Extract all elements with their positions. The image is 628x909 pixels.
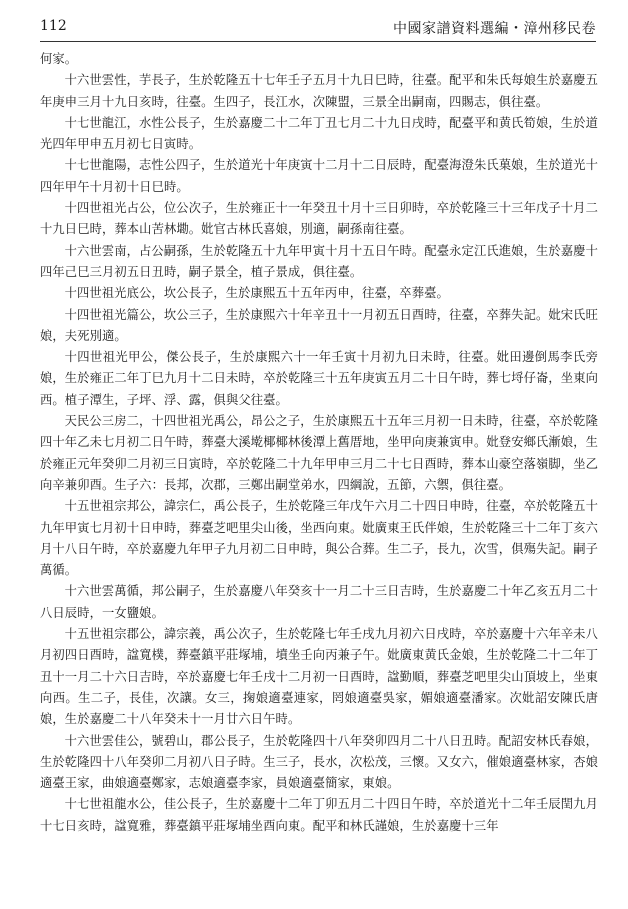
paragraph: 十六世雲南，占公嗣孫，生於乾隆五十九年甲寅十月十五日午時。配臺永定江氏進娘，生於嘉慶十四年己巳三月初五日丑時，嗣子景全，植子景成，俱往臺。 [40, 243, 598, 279]
paragraph: 天民公三房二，十四世祖光禹公，昂公之子，生於康熙五十五年三月初一日未時，往臺，卒於乾隆四十年乙未七月初二日午時，葬臺大溪墘椰椰林後潭上舊厝地，坐甲向庚兼寅申。妣登安鄉氏漸娘，生於雍正元年癸卯二月初三日寅時，卒於乾隆二十九年甲申三月二十七日酉時，葬本山豪空落嶺脚，坐乙向辛兼卯酉。生子六：長邦，次郡，三鄭出嗣堂弟水，四綱說，五節，六禦，俱往臺。 [40, 414, 598, 492]
page-header [40, 14, 596, 40]
paragraph: 十五世祖宗郡公，諱宗義，禹公次子，生於乾隆七年壬戌九月初六日戌時，卒於嘉慶十六年辛未八月初四日酉時，諡寬樸，葬臺鎮平莊塚埔，墳坐壬向丙兼子午。妣廣東黄氏金娘，生於乾隆二十二年丁丑十一月二十六日吉時，卒於嘉慶七年壬戌十二月初一日酉時，諡勤順，葬臺芝吧里尖山頂坡上，坐東向西。生二子，長佳，次讓。女三，掬娘適臺連家，罔娘適臺吳家，媚娘適臺潘家。次妣詔安陳氏唐娘，生於嘉慶二十八年癸未十一月廿六日午時。 [40, 627, 598, 727]
paragraph: 十六世雲性，芋長子，生於乾隆五十七年壬子五月十九日巳時，往臺。配平和朱氏每娘生於嘉慶五年庚申三月十九日亥時，往臺。生四子，長江水，次陳盟，三景全出嗣南，四賜志，俱往臺。 [40, 73, 598, 109]
page-body [40, 49, 598, 901]
paragraph: 十四世祖光底公，坎公長子，生於康熙五十五年丙申，往臺，卒葬臺。 [64, 286, 449, 301]
paragraph: 十七世龍陽，志性公四子，生於道光十年庚寅十二月十二日辰時，配臺海澄朱氏菓娘，生於道光十四年甲午十月初十日巳時。 [40, 158, 598, 194]
paragraph: 十七世祖龍水公，佳公長子，生於嘉慶十二年丁卯五月二十四日午時，卒於道光十二年壬辰閏九月十七日亥時，諡寬雅，葬臺鎮平莊塚埔坐酉向東。配平和林氏謹娘，生於嘉慶十三年 [40, 797, 598, 833]
page-number: 112 [40, 18, 67, 34]
paragraph: 何家。 [40, 52, 78, 66]
paragraph: 十五世祖宗邦公，諱宗仁，禹公長子，生於乾隆三年戊午六月二十四日申時，往臺，卒於乾隆五十九年甲寅七月初十日申時，葬臺芝吧里尖山後，坐西向東。妣廣東王氏伴娘，生於乾隆三十二年丁亥六月十八日午時，卒於嘉慶九年甲子九月初二日申時，與公合葬。生二子，長九，次雪，俱殤失記。嗣子萬循。 [40, 499, 598, 578]
paragraph: 十四世祖光占公，位公次子，生於雍正十一年癸丑十月十三日卯時，卒於乾隆三十三年戊子十月二十九日巳時，葬本山苦林墈。妣官古林氏喜娘，別適，嗣孫南往臺。 [40, 201, 598, 237]
paragraph: 十七世龍江，水性公長子，生於嘉慶二十二年丁丑七月二十九日戌時，配臺平和黄氏筍娘，生於道光四年甲申五月初七日寅時。 [40, 115, 598, 152]
header-rule [40, 41, 596, 42]
paragraph: 十六世雲萬循，邦公嗣子，生於嘉慶八年癸亥十一月二十三日吉時，生於嘉慶二十年乙亥五月二十八日辰時，一女鹽娘。 [40, 584, 598, 620]
paragraph: 十四世祖光甲公，傑公長子，生於康熙六十一年壬寅十月初九日未時，往臺。妣田邊倒馬李氏旁娘，生於雍正二年丁巳九月十二日未時，卒於乾隆三十五年庚寅五月二十日午時，葬七埒仔崙，坐東向西。植子潭生，子坪、浮、露，俱與父往臺。 [40, 350, 598, 407]
paragraph: 十四世祖光篇公，坎公三子，生於康熙六十年辛丑十一月初五日酉時，往臺，卒葬失記。妣宋氏旺娘，夫死別適。 [40, 307, 598, 343]
running-title: 中國家譜資料選編・漳州移民卷 [393, 21, 596, 37]
paragraph: 十六世雲佳公，號碧山，郡公長子，生於乾隆四十八年癸卯四月二十八日丑時。配詔安林氏春娘，生於乾隆四十八年癸卯二月初八日子時。生三子，長水，次松茂，三懷。又女六，催娘適臺林家，杏娘適臺王家，曲娘適臺鄭家，志娘適臺李家，員娘適臺簡家，東娘。 [40, 733, 598, 791]
